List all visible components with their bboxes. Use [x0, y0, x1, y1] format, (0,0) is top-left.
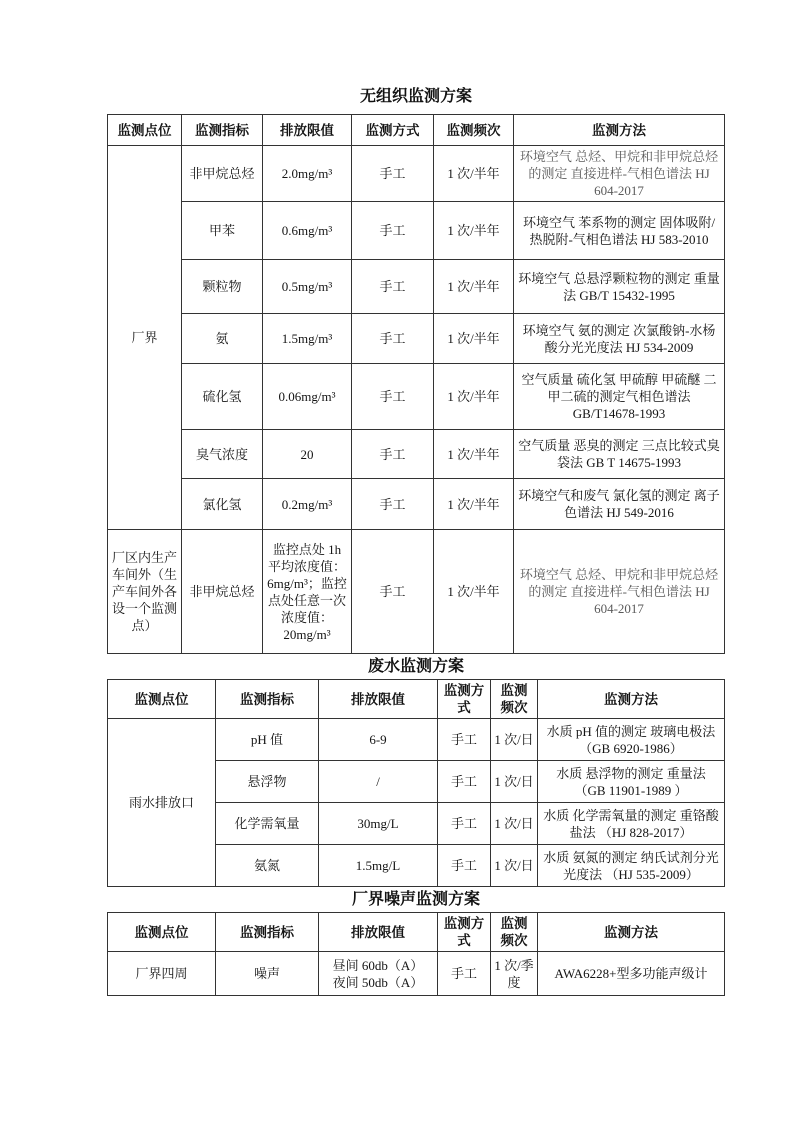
col-header-frequency: 监测频次 [491, 913, 538, 952]
col-header-limit: 排放限值 [263, 115, 352, 146]
mode-cell: 手工 [352, 430, 434, 479]
indicator-cell: 非甲烷总烃 [182, 146, 263, 202]
method-cell: 水质 化学需氧量的测定 重铬酸盐法 （HJ 828-2017） [538, 803, 725, 845]
table-row [108, 530, 725, 654]
indicator-cell: 甲苯 [182, 202, 263, 260]
site-cell: 厂界 [108, 146, 182, 530]
col-header-site: 监测点位 [108, 680, 216, 719]
mode-cell: 手工 [352, 479, 434, 530]
limit-cell: 监控点处 1h 平均浓度值：6mg/m³；监控点处任意一次浓度值：20mg/m³ [263, 530, 352, 654]
frequency-cell: 1 次/半年 [434, 530, 514, 654]
mode-cell: 手工 [438, 803, 491, 845]
table-row [108, 146, 725, 202]
indicator-cell: 臭气浓度 [182, 430, 263, 479]
method-cell: 环境空气 苯系物的测定 固体吸附/热脱附-气相色谱法 HJ 583-2010 [514, 202, 725, 260]
indicator-cell: 氯化氢 [182, 479, 263, 530]
frequency-cell: 1 次/半年 [434, 146, 514, 202]
indicator-cell: 硫化氢 [182, 364, 263, 430]
limit-cell: 0.6mg/m³ [263, 202, 352, 260]
col-header-frequency: 监测频次 [434, 115, 514, 146]
site-cell: 雨水排放口 [108, 719, 216, 887]
col-header-frequency: 监测频次 [491, 680, 538, 719]
site-cell: 厂区内生产车间外（生产车间外各设一个监测点） [108, 530, 182, 654]
col-header-indicator: 监测指标 [216, 913, 319, 952]
table-row [108, 719, 725, 761]
col-header-method: 监测方法 [538, 913, 725, 952]
col-header-mode: 监测方式 [352, 115, 434, 146]
indicator-cell: 化学需氧量 [216, 803, 319, 845]
col-header-site: 监测点位 [108, 913, 216, 952]
mode-cell: 手工 [352, 202, 434, 260]
table-wastewater-monitoring [107, 679, 725, 887]
frequency-cell: 1 次/日 [491, 845, 538, 887]
table3-title: 厂界噪声监测方案 [351, 891, 480, 908]
table2-title: 废水监测方案 [367, 658, 464, 675]
indicator-cell: 非甲烷总烃 [182, 530, 263, 654]
frequency-cell: 1 次/半年 [434, 479, 514, 530]
frequency-cell: 1 次/日 [491, 761, 538, 803]
frequency-cell: 1 次/半年 [434, 314, 514, 364]
limit-cell: 1.5mg/L [319, 845, 438, 887]
mode-cell: 手工 [438, 761, 491, 803]
mode-cell: 手工 [352, 260, 434, 314]
mode-cell: 手工 [352, 146, 434, 202]
table-row [108, 364, 725, 430]
limit-daytime: 昼间 60db（A） [332, 957, 424, 973]
col-header-limit: 排放限值 [319, 913, 438, 952]
mode-cell: 手工 [352, 530, 434, 654]
indicator-cell: 噪声 [216, 952, 319, 996]
limit-cell: 0.5mg/m³ [263, 260, 352, 314]
col-header-method: 监测方法 [514, 115, 725, 146]
table-noise-monitoring [107, 912, 725, 996]
indicator-cell: 氨氮 [216, 845, 319, 887]
method-cell: 环境空气和废气 氯化氢的测定 离子色谱法 HJ 549-2016 [514, 479, 725, 530]
table-row [108, 260, 725, 314]
mode-cell: 手工 [438, 719, 491, 761]
col-header-mode: 监测方式 [438, 680, 491, 719]
col-header-limit: 排放限值 [319, 680, 438, 719]
table-row [108, 952, 725, 996]
limit-cell: 30mg/L [319, 803, 438, 845]
frequency-cell: 1 次/日 [491, 719, 538, 761]
indicator-cell: 颗粒物 [182, 260, 263, 314]
table-row [108, 479, 725, 530]
table-fugitive-monitoring [107, 114, 725, 654]
method-cell: AWA6228+型多功能声级计 [538, 952, 725, 996]
limit-cell: 0.2mg/m³ [263, 479, 352, 530]
col-header-indicator: 监测指标 [182, 115, 263, 146]
table-row [108, 202, 725, 260]
method-cell: 环境空气 总烃、甲烷和非甲烷总烃的测定 直接进样-气相色谱法 HJ 604-2017 [514, 530, 725, 654]
method-cell: 环境空气 总悬浮颗粒物的测定 重量法 GB/T 15432-1995 [514, 260, 725, 314]
method-cell: 空气质量 硫化氢 甲硫醇 甲硫醚 二甲二硫的测定气相色谱法 GB/T14678-1993 [514, 364, 725, 430]
mode-cell: 手工 [438, 845, 491, 887]
method-cell: 水质 氨氮的测定 纳氏试剂分光光度法 （HJ 535-2009） [538, 845, 725, 887]
limit-cell: 0.06mg/m³ [263, 364, 352, 430]
indicator-cell: pH 值 [216, 719, 319, 761]
frequency-cell: 1 次/半年 [434, 260, 514, 314]
table1-title: 无组织监测方案 [359, 88, 472, 105]
limit-cell: 6-9 [319, 719, 438, 761]
mode-cell: 手工 [352, 364, 434, 430]
site-cell: 厂界四周 [108, 952, 216, 996]
table1-header-row [108, 115, 725, 146]
col-header-indicator: 监测指标 [216, 680, 319, 719]
frequency-cell: 1 次/半年 [434, 364, 514, 430]
table2-header-row [108, 680, 725, 719]
method-cell: 水质 悬浮物的测定 重量法 （GB 11901-1989 ） [538, 761, 725, 803]
table3-header-row [108, 913, 725, 952]
method-cell: 环境空气 总烃、甲烷和非甲烷总烃的测定 直接进样-气相色谱法 HJ 604-2017 [514, 146, 725, 202]
col-header-method: 监测方法 [538, 680, 725, 719]
limit-cell [319, 952, 438, 996]
table-row [108, 430, 725, 479]
method-cell: 环境空气 氨的测定 次氯酸钠-水杨酸分光光度法 HJ 534-2009 [514, 314, 725, 364]
limit-cell: / [319, 761, 438, 803]
frequency-cell: 1 次/日 [491, 803, 538, 845]
indicator-cell: 氨 [182, 314, 263, 364]
frequency-cell: 1 次/半年 [434, 202, 514, 260]
limit-cell: 2.0mg/m³ [263, 146, 352, 202]
table-row [108, 314, 725, 364]
mode-cell: 手工 [438, 952, 491, 996]
indicator-cell: 悬浮物 [216, 761, 319, 803]
limit-cell: 1.5mg/m³ [263, 314, 352, 364]
mode-cell: 手工 [352, 314, 434, 364]
method-cell: 空气质量 恶臭的测定 三点比较式臭袋法 GB T 14675-1993 [514, 430, 725, 479]
col-header-mode: 监测方式 [438, 913, 491, 952]
col-header-site: 监测点位 [108, 115, 182, 146]
limit-cell: 20 [263, 430, 352, 479]
method-cell: 水质 pH 值的测定 玻璃电极法 （GB 6920-1986） [538, 719, 725, 761]
limit-nighttime: 夜间 50db（A） [332, 974, 424, 990]
document-content [107, 86, 725, 996]
frequency-cell: 1 次/半年 [434, 430, 514, 479]
frequency-cell: 1 次/季度 [491, 952, 538, 996]
